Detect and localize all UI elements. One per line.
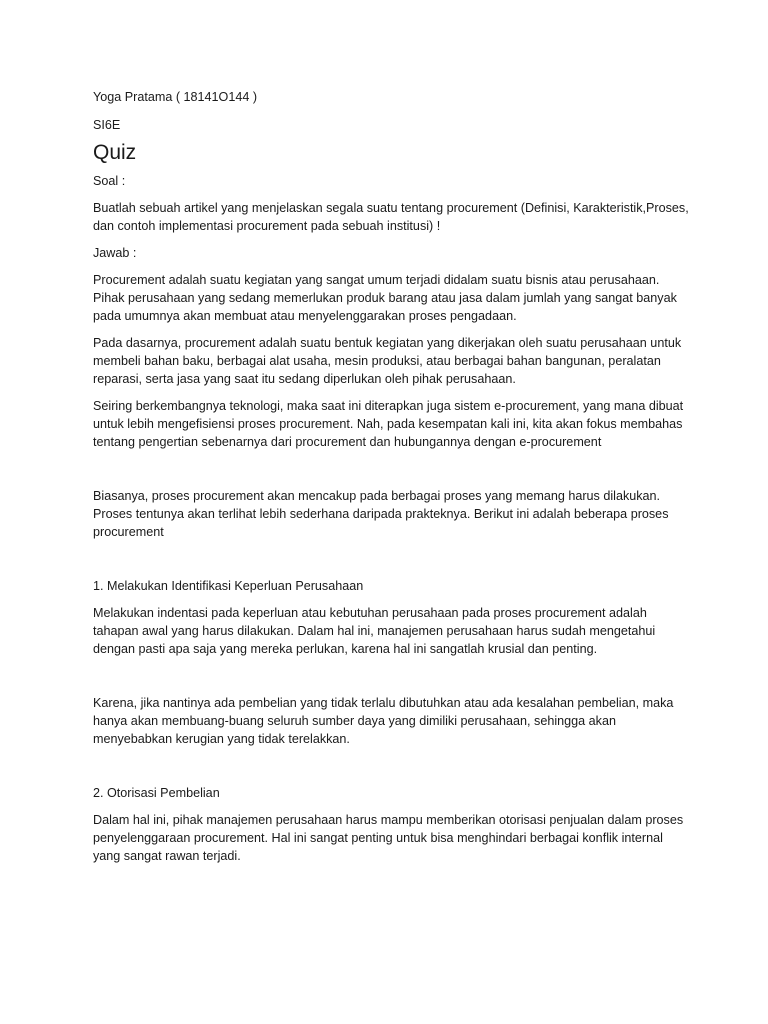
answer-paragraph: Seiring berkembangnya teknologi, maka saat ini diterapkan juga sistem e-procurement, yang mana dibuat untuk lebih mengefisiensi proses procurement. Nah, pada kesempatan kali ini, kita akan fokus membahas tentang pengertian sebenarnya dari procurement dan hubungannya dengan e-procurement — [93, 399, 684, 449]
answer-label: Jawab : — [93, 246, 137, 260]
answer-paragraph: Pada dasarnya, procurement adalah suatu bentuk kegiatan yang dikerjakan oleh suatu perusahaan untuk membeli bahan baku, berbagai alat usaha, mesin produksi, atau berbagai bahan bangunan, peralatan reparasi, serta jasa yang saat itu sedang diperlukan oleh pihak perusahaan. — [93, 336, 682, 386]
document-body — [93, 88, 693, 874]
answer-paragraph: Biasanya, proses procurement akan mencakup pada berbagai proses yang memang harus dilakukan. Proses tentunya akan terlihat lebih sederhana daripada prakteknya. Berikut ini adalah beberapa proses procurement — [93, 489, 669, 539]
document-title: Quiz — [93, 141, 137, 164]
answer-paragraph: Procurement adalah suatu kegiatan yang sangat umum terjadi didalam suatu bisnis atau perusahaan. Pihak perusahaan yang sedang memerlukan produk barang atau jasa dalam jumlah yang sangat banyak pada umumnya akan membuat atau menyelenggarakan proses pengadaan. — [93, 273, 677, 323]
section-paragraph: Dalam hal ini, pihak manajemen perusahaan harus mampu memberikan otorisasi penjualan dalam proses penyelenggaraan procurement. Hal ini sangat penting untuk bisa menghindari berbagai konflik internal yang sangat rawan terjadi. — [93, 813, 684, 863]
section-heading: 2. Otorisasi Pembelian — [93, 786, 220, 800]
author-line: Yoga Pratama ( 18141O144 ) — [93, 90, 258, 104]
section-heading: 1. Melakukan Identifikasi Keperluan Perusahaan — [93, 579, 364, 593]
question-text: Buatlah sebuah artikel yang menjelaskan segala suatu tentang procurement (Definisi, Karakteristik,Proses, dan contoh implementasi procurement pada sebuah institusi) ! — [93, 201, 689, 233]
class-line: SI6E — [93, 118, 121, 132]
question-label: Soal : — [93, 174, 126, 188]
section-paragraph: Karena, jika nantinya ada pembelian yang tidak terlalu dibutuhkan atau ada kesalahan pembelian, maka hanya akan membuang-buang seluruh sumber daya yang dimiliki perusahaan, sehingga akan menyebabkan kerugian yang tidak terelakkan. — [93, 696, 674, 746]
section-paragraph: Melakukan indentasi pada keperluan atau kebutuhan perusahaan pada proses procurement adalah tahapan awal yang harus dilakukan. Dalam hal ini, manajemen perusahaan harus sudah mengetahui dengan pasti apa saja yang mereka perlukan, karena hal ini sangatlah krusial dan penting. — [93, 606, 656, 656]
